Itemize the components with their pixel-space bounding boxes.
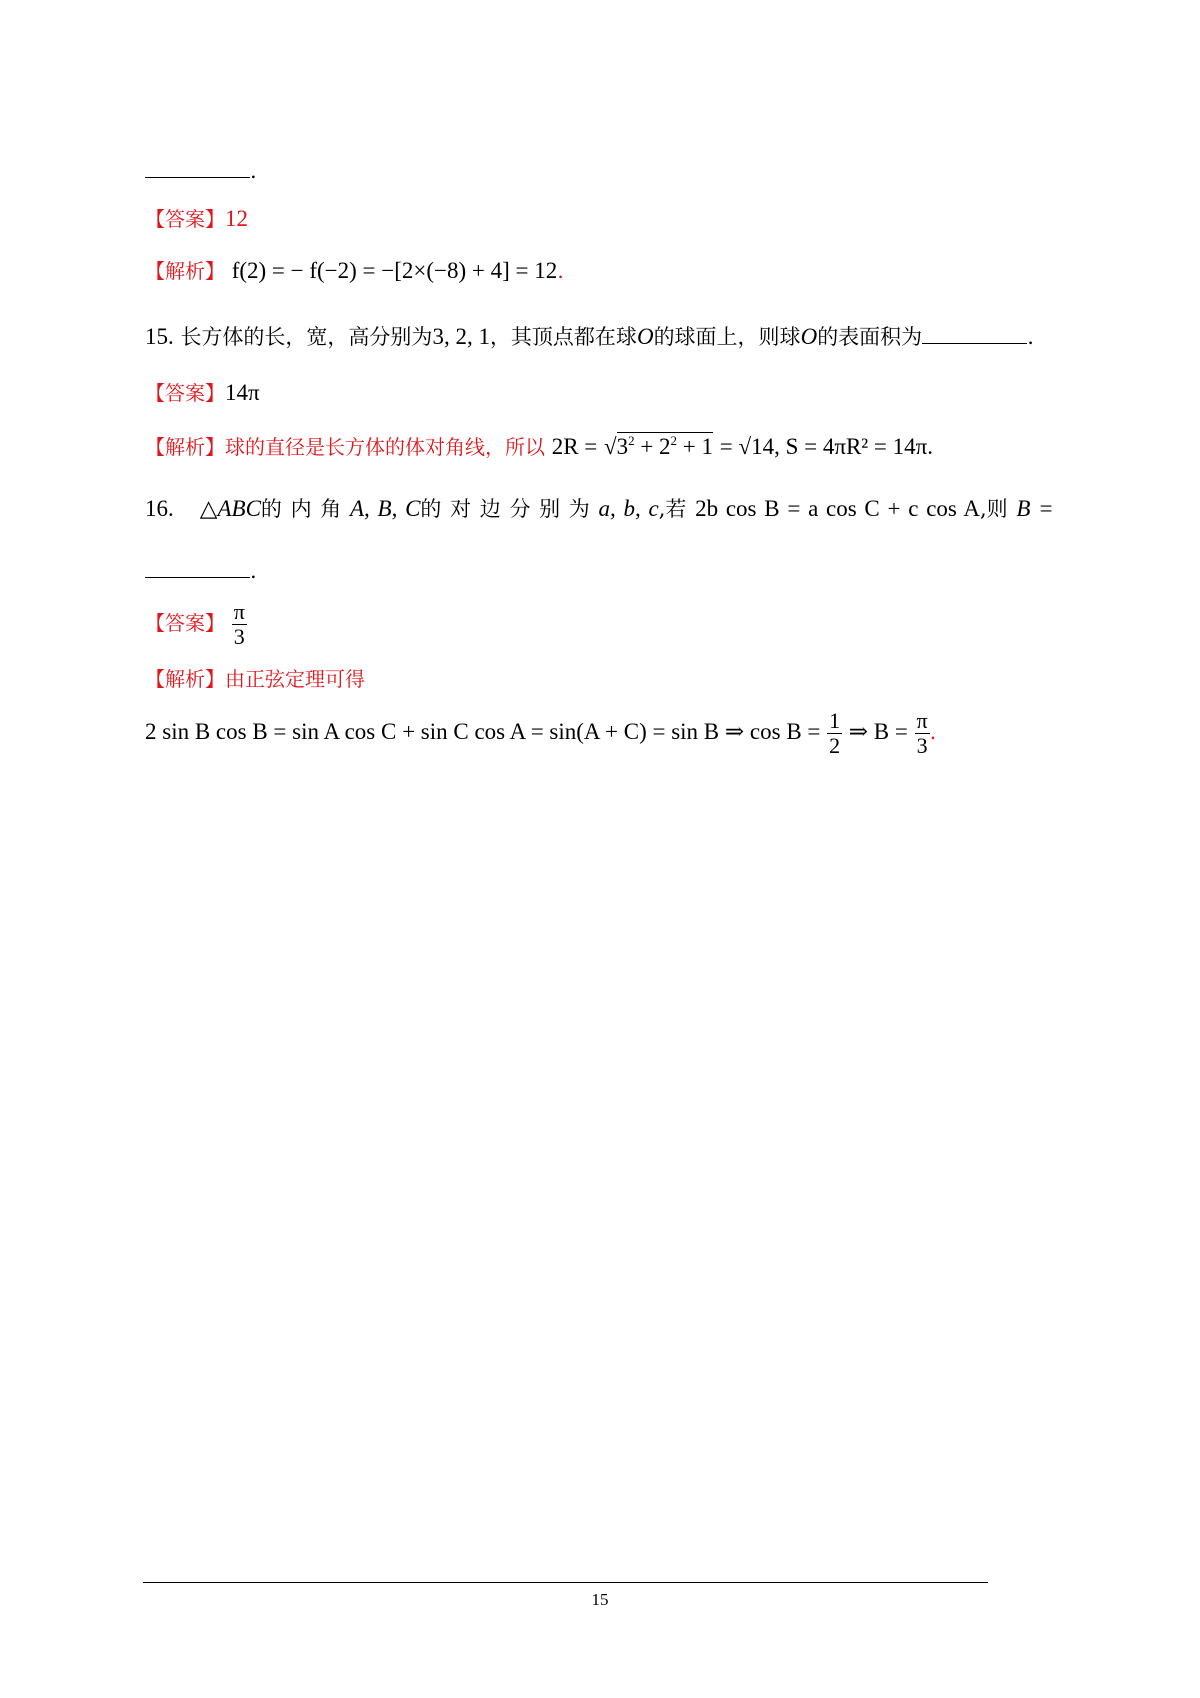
answer-blank (145, 559, 250, 578)
q16-derivation: 2 sin B cos B = sin A cos C + sin C cos A = sin(A + C) = sin B ⇒ cos B = $\frac{1}{2}$ ⇒ B = $\frac{\pi}{3}$ . (145, 708, 937, 758)
q15-analysis-math-left: 2R = (551, 434, 598, 459)
q15-analysis (145, 432, 933, 462)
q16-stem-b: 的 对 边 分 别 为 (420, 497, 590, 521)
q15-sphere-2: O (800, 324, 818, 349)
q15-answer-value: 14π (225, 380, 260, 405)
half-den: 2 (829, 733, 841, 758)
result-fraction (915, 709, 930, 758)
result-den: 3 (916, 733, 928, 758)
q16-analysis (145, 664, 365, 694)
q14-answer-value: 12 (225, 206, 248, 231)
q15-stem: 15. 长方体的长，宽，高分别为3, 2, 1，其顶点都在球O的球面上，则球O的表面积为 . (145, 324, 1034, 349)
answer-label: 【答案】 (145, 611, 225, 635)
q14-analysis (145, 256, 564, 286)
answer-blank (922, 325, 1027, 344)
q15-analysis-math-right: = √14, S = 4πR² = 14π. (719, 434, 934, 459)
answer-label: 【答案】 (145, 207, 225, 231)
page-number: 15 (591, 1590, 609, 1609)
half-num: 1 (829, 708, 841, 733)
q16-stem-a: 的 内 角 (260, 497, 342, 521)
q16-answer (145, 598, 247, 649)
q16-number: 16. (145, 496, 174, 521)
q16-stem (145, 494, 1054, 524)
q16-triangle: △ABC (199, 496, 261, 521)
q15-stem-c: 的球面上，则球 (653, 325, 801, 349)
q16-answer-num: π (233, 599, 245, 624)
analysis-label: 【解析】 (145, 259, 225, 283)
q15-stem-nums: 3, 2, 1 (432, 324, 490, 349)
half-fraction (827, 709, 842, 758)
q16-implies: ⇒ B = (848, 719, 908, 744)
q16-equation: 2b cos B = a cos C + c cos A (695, 496, 980, 521)
analysis-label: 【解析】 (145, 667, 225, 691)
q15-sqrt: $√3^2 + 2^2 + 1$ (603, 433, 714, 459)
q15-sphere-1: O (636, 324, 654, 349)
q14-answer-blank-line: . (145, 156, 257, 186)
answer-label: 【答案】 (145, 381, 225, 405)
result-num: π (916, 708, 928, 733)
analysis-label: 【解析】 (145, 435, 225, 459)
footer-rule (143, 1582, 988, 1583)
q16-answer-den: 3 (233, 624, 245, 649)
q15-stem-b: ，其顶点都在球 (489, 325, 637, 349)
q15-stem-d: 的表面积为 (817, 325, 923, 349)
q14-analysis-end: . (557, 259, 564, 283)
q16-stem-d: ,则 (979, 497, 1008, 521)
answer-blank (145, 159, 250, 178)
q16-ask: B = (1016, 496, 1054, 521)
q16-sides: a, b, c (598, 496, 659, 521)
q16-derivation-text: 2 sin B cos B = sin A cos C + sin C cos A = sin(A + C) = sin B ⇒ cos B = (145, 719, 821, 744)
q14-answer (145, 204, 248, 234)
q16-answer-blank-line: . (145, 556, 257, 586)
q15-answer (145, 378, 260, 408)
q14-analysis-math: f(2) = − f(−2) = −[2×(−8) + 4] = 12 (231, 258, 558, 283)
q15-stem-a: 长方体的长，宽，高分别为 (180, 325, 433, 349)
q16-stem-c: ,若 (658, 497, 687, 521)
q15-number: 15. (145, 324, 174, 349)
q15-analysis-text: 球的直径是长方体的体对角线，所以 (225, 435, 545, 459)
q16-answer-fraction (232, 600, 247, 649)
q16-analysis-text: 由正弦定理可得 (225, 667, 365, 691)
q16-angles: A, B, C (349, 496, 421, 521)
